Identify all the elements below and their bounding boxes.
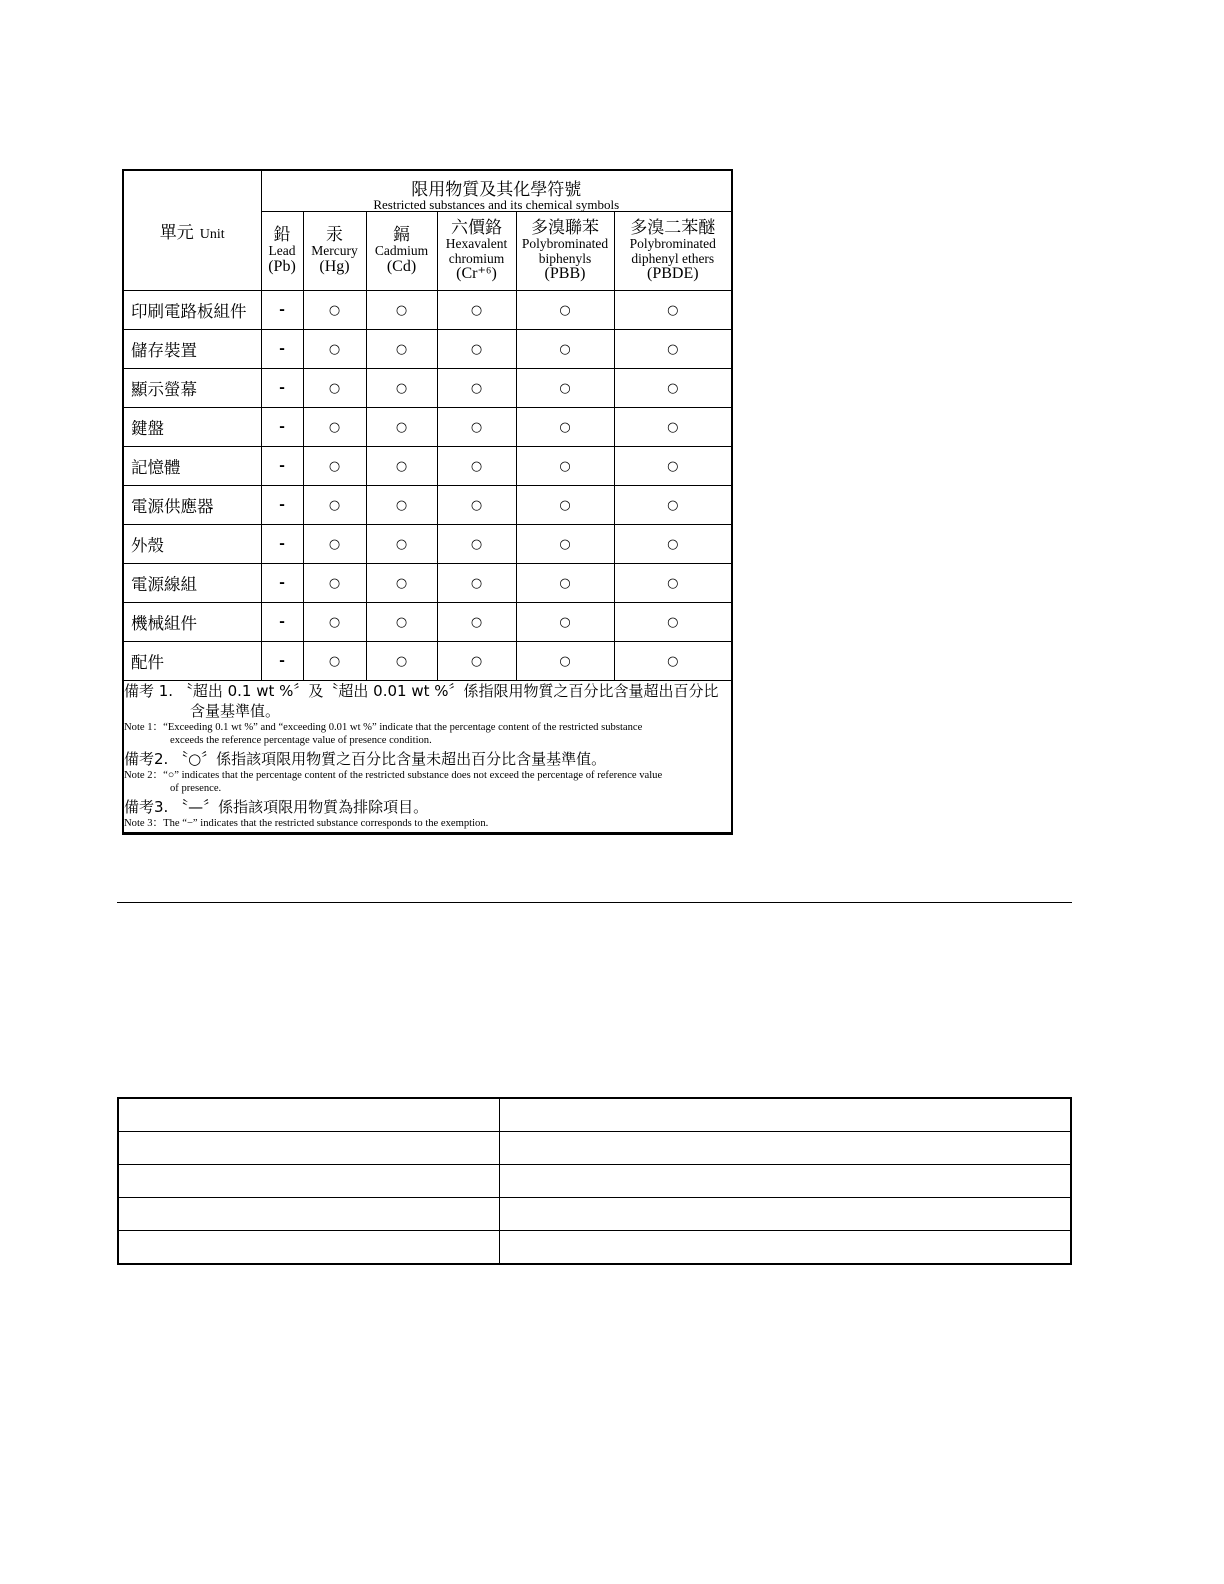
compliant-mark: ○ [437,291,516,330]
table-cell [500,1165,1072,1198]
note-1-zh [124,681,731,721]
table-row [118,1098,1071,1132]
compliant-mark: ○ [366,486,437,525]
note-1-zh-line-1: 備考 1. 〝超出 0.1 wt %〞及〝超出 0.01 wt %〞係指限用物質之百分比含量超出百分比 [124,682,719,700]
table-cell [118,1231,500,1265]
substance-header-2 [366,212,437,291]
compliant-mark: ○ [366,642,437,681]
compliant-mark: ○ [614,525,731,564]
compliant-mark: ○ [516,642,614,681]
compliant-mark: ○ [366,369,437,408]
compliant-mark: ○ [437,330,516,369]
compliant-mark: ○ [614,642,731,681]
compliant-mark: ○ [366,291,437,330]
exemption-mark: - [261,369,303,408]
table-cell [500,1098,1072,1132]
substance-symbol: (Cd) [386,257,417,275]
compliant-mark: ○ [303,291,366,330]
substance-name-en: Hexavalent chromium [445,236,508,266]
note-2-zh: 備考2. 〝○〞係指該項限用物質之百分比含量未超出百分比含量基準值。 [124,750,607,768]
substance-name-en: Cadmium [374,243,429,259]
component-name: 外殼 [124,525,261,564]
component-name: 儲存裝置 [124,330,261,369]
empty-table [117,1097,1072,1265]
unit-label-en: Unit [199,227,225,242]
component-name: 顯示螢幕 [124,369,261,408]
substance-header-5 [614,212,731,291]
compliant-mark: ○ [303,642,366,681]
note-1-en-line-1: Note 1：“Exceeding 0.1 wt %” and “exceeding 0.01 wt %” indicate that the percentage content of the restricted substance [124,722,643,733]
note-2-en-line-1: Note 2：“○” indicates that the percentage content of the restricted substance does not exceed the percentage of reference value [124,770,663,781]
compliant-mark: ○ [437,369,516,408]
exemption-mark: - [261,486,303,525]
table-row [124,564,731,603]
table-cell [118,1165,500,1198]
table-row [124,330,731,369]
substance-header-1 [303,212,366,291]
compliant-mark: ○ [303,369,366,408]
substance-symbol: (PBB) [544,264,586,282]
horizontal-divider [117,902,1072,903]
component-name: 電源線組 [124,564,261,603]
compliant-mark: ○ [516,369,614,408]
note-1-en-line-2: exceeds the reference percentage value of presence condition. [170,735,432,746]
table-body [124,291,731,681]
table-cell [500,1132,1072,1165]
compliant-mark: ○ [303,525,366,564]
substance-name-zh: 六價鉻 [451,217,502,238]
note-1-en [124,721,731,747]
unit-header [124,171,261,291]
component-name: 印刷電路板組件 [124,291,261,330]
compliant-mark: ○ [614,603,731,642]
exemption-mark: - [261,447,303,486]
exemption-mark: - [261,291,303,330]
component-name: 鍵盤 [124,408,261,447]
compliant-mark: ○ [303,408,366,447]
compliant-mark: ○ [437,486,516,525]
substance-name-zh: 多溴聯苯 [531,217,599,238]
table-row [124,642,731,681]
compliant-mark: ○ [366,447,437,486]
component-name: 電源供應器 [124,486,261,525]
compliant-mark: ○ [303,486,366,525]
table-cell [500,1231,1072,1265]
compliant-mark: ○ [437,564,516,603]
table-row [124,447,731,486]
component-name: 配件 [124,642,261,681]
substance-symbol: (Cr⁺⁶) [456,264,497,282]
compliant-mark: ○ [366,525,437,564]
compliant-mark: ○ [614,330,731,369]
compliant-mark: ○ [614,447,731,486]
exemption-mark: - [261,564,303,603]
compliant-mark: ○ [303,330,366,369]
substances-title-header [261,171,731,212]
note-1-zh-line-2: 含量基準值。 [190,702,281,720]
substance-symbol: (Hg) [319,257,350,275]
note-3-en: Note 3：The “−” indicates that the restricted substance corresponds to the exemption. [124,818,489,829]
exemption-mark: - [261,603,303,642]
substance-name-en: Polybrominated diphenyl ethers [629,236,716,266]
substance-name-zh: 汞 [326,224,343,245]
substances-title-en: Restricted substances and its chemical symbols [373,197,620,212]
note-2-en-line-2: of presence. [170,783,222,794]
table-cell [118,1198,500,1231]
notes-section [124,681,731,833]
compliant-mark: ○ [516,447,614,486]
substance-name-en: Lead [268,243,296,259]
table-cell [500,1198,1072,1231]
substance-header-3 [437,212,516,291]
compliant-mark: ○ [437,447,516,486]
compliant-mark: ○ [516,525,614,564]
compliant-mark: ○ [437,603,516,642]
substance-name-en: Mercury [311,243,358,259]
substance-name-zh: 鉛 [273,224,291,245]
compliant-mark: ○ [437,525,516,564]
substance-name-zh: 多溴二苯醚 [630,217,716,238]
compliant-mark: ○ [516,486,614,525]
restricted-substances-table [122,169,733,835]
unit-label-zh: 單元 [159,223,194,243]
substance-name-en: Polybrominated biphenyls [521,236,609,266]
note-2-en [124,769,731,795]
compliant-mark: ○ [614,486,731,525]
compliant-mark: ○ [516,408,614,447]
compliant-mark: ○ [516,603,614,642]
table-row [124,603,731,642]
exemption-mark: - [261,642,303,681]
table-row [124,369,731,408]
table-cell [118,1098,500,1132]
table-cell [118,1132,500,1165]
component-name: 機械組件 [124,603,261,642]
compliant-mark: ○ [516,330,614,369]
table-row [118,1198,1071,1231]
substance-header-0 [261,212,303,291]
substance-symbol: (PBDE) [646,264,699,282]
table-row [124,408,731,447]
compliant-mark: ○ [366,564,437,603]
substance-header-4 [516,212,614,291]
exemption-mark: - [261,408,303,447]
table-row [118,1231,1071,1265]
compliant-mark: ○ [366,330,437,369]
component-name: 記憶體 [124,447,261,486]
compliant-mark: ○ [366,603,437,642]
exemption-mark: - [261,330,303,369]
compliant-mark: ○ [614,291,731,330]
substance-symbol: (Pb) [268,257,296,275]
substances-title-zh: 限用物質及其化學符號 [411,180,582,200]
exemption-mark: - [261,525,303,564]
compliant-mark: ○ [614,564,731,603]
note-3-zh: 備考3. 〝—〞係指該項限用物質為排除項目。 [124,798,429,816]
table-row [118,1165,1071,1198]
compliant-mark: ○ [614,369,731,408]
table-row [118,1132,1071,1165]
compliant-mark: ○ [614,408,731,447]
table-row [124,486,731,525]
table-row [124,525,731,564]
compliant-mark: ○ [366,408,437,447]
compliant-mark: ○ [303,564,366,603]
substance-name-zh: 鎘 [393,224,410,245]
compliant-mark: ○ [516,564,614,603]
compliant-mark: ○ [516,291,614,330]
table-row [124,291,731,330]
compliant-mark: ○ [437,642,516,681]
compliant-mark: ○ [303,447,366,486]
compliant-mark: ○ [437,408,516,447]
compliant-mark: ○ [303,603,366,642]
